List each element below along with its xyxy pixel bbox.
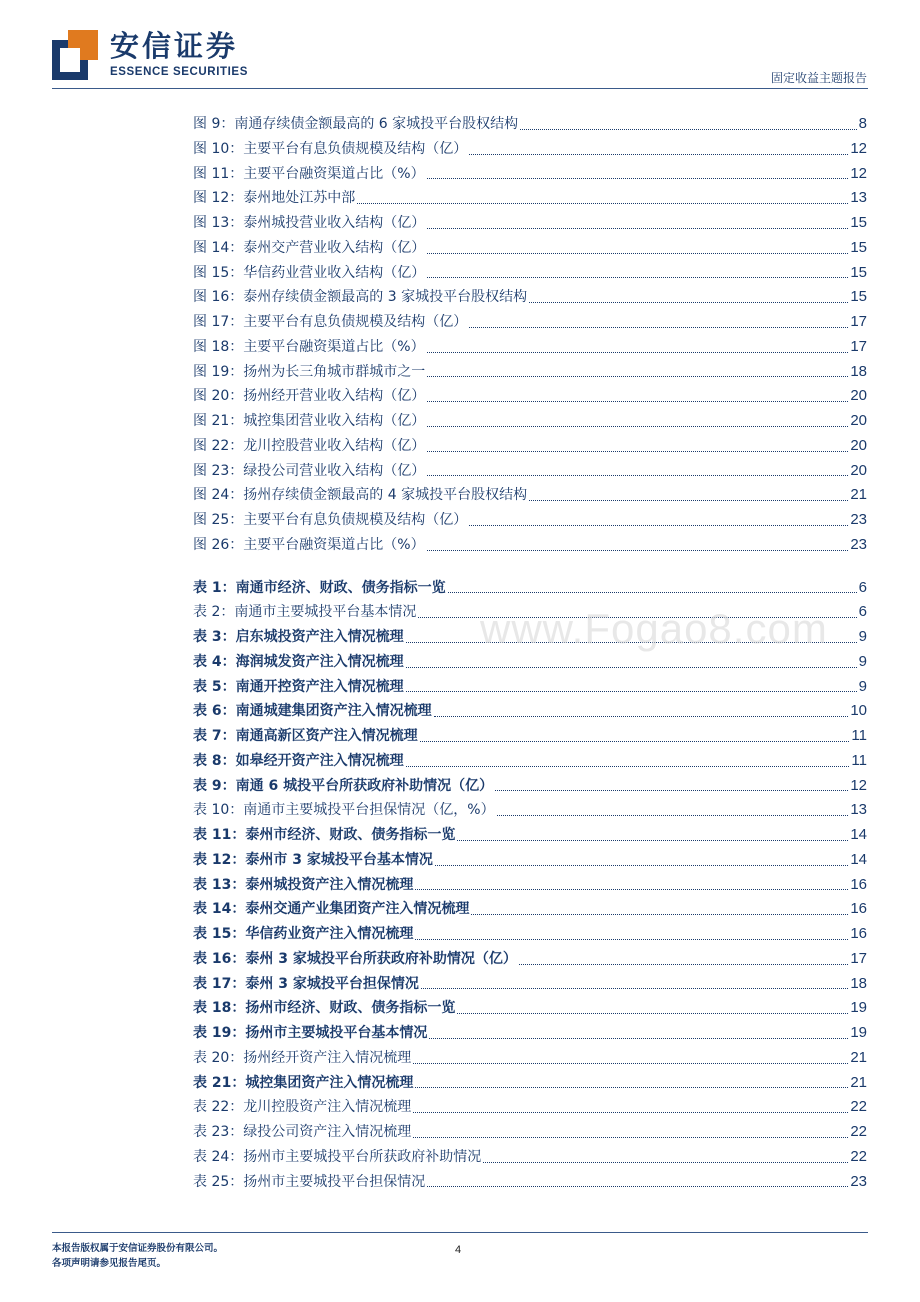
table-entry-page: 22 (850, 1098, 867, 1116)
dot-leader (413, 1137, 848, 1138)
dot-leader (427, 451, 848, 452)
table-entry-label: 表 11：泰州市经济、财政、债务指标一览 (193, 827, 456, 843)
dot-leader (520, 129, 856, 130)
table-of-contents (193, 112, 867, 1194)
figure-entry-page: 20 (850, 436, 867, 454)
table-entry-page: 6 (858, 578, 867, 596)
page-header (0, 0, 920, 92)
figure-entry-label: 图 19：扬州为长三角城市群城市之一 (193, 363, 426, 380)
figure-entry-label: 图 24：扬州存续债金额最高的 4 家城投平台股权结构 (193, 487, 528, 504)
table-entry-page: 13 (850, 801, 867, 819)
figure-entry[interactable] (193, 434, 867, 459)
table-entry-page: 11 (851, 727, 867, 744)
figure-entry-label: 图 20：扬州经开营业收入结构（亿） (193, 388, 426, 405)
figure-entry-page: 13 (850, 189, 867, 207)
list-gap (193, 558, 867, 576)
dot-leader (427, 277, 848, 278)
figure-entry-page: 18 (850, 362, 867, 380)
table-entry[interactable] (193, 1120, 867, 1145)
table-entry-page: 9 (858, 628, 867, 645)
figure-entry-label: 图 26：主要平台融资渠道占比（%） (193, 536, 425, 553)
figure-entry-page: 20 (850, 461, 867, 479)
figure-entry-page: 15 (850, 214, 867, 231)
dot-leader (495, 790, 848, 791)
brand-name-cn: 安信证券 (110, 29, 239, 63)
dot-leader (434, 716, 849, 717)
table-entry[interactable] (193, 873, 867, 898)
table-entry-page: 17 (850, 949, 867, 967)
figure-entry-page: 12 (850, 164, 867, 182)
figure-entry[interactable] (193, 285, 867, 310)
figure-entry-page: 8 (858, 115, 867, 132)
dot-leader (469, 154, 848, 155)
figure-entry-label: 图 22：龙川控股营业收入结构（亿） (193, 437, 426, 454)
table-entry-page: 16 (850, 925, 867, 942)
table-entry-label: 表 16：泰州 3 家城投平台所获政府补助情况（亿） (193, 950, 517, 967)
table-entry[interactable] (193, 848, 867, 873)
table-entry[interactable] (193, 699, 867, 724)
dot-leader (406, 691, 857, 692)
table-entry[interactable] (193, 922, 867, 947)
table-entry-label: 表 20：扬州经开资产注入情况梳理 (193, 1049, 412, 1066)
table-entry[interactable] (193, 1046, 867, 1071)
dot-leader (415, 889, 848, 890)
report-type: 固定收益主题报告 (770, 71, 867, 85)
table-entry[interactable] (193, 996, 867, 1021)
figure-entry-page: 12 (850, 139, 867, 157)
dot-leader (427, 178, 849, 179)
table-entry[interactable] (193, 650, 867, 675)
table-entry-label: 表 7：南通高新区资产注入情况梳理 (193, 728, 418, 744)
figure-entry[interactable] (193, 508, 867, 533)
figure-entry-label: 图 10：主要平台有息负债规模及结构（亿） (193, 140, 468, 157)
table-entry[interactable] (193, 1071, 867, 1096)
footer-disclaimer (52, 1241, 223, 1271)
figure-entry-label: 图 13：泰州城投营业收入结构（亿） (193, 215, 426, 231)
figure-entry-page: 20 (850, 412, 867, 429)
dot-leader (457, 1013, 848, 1014)
dot-leader (357, 203, 848, 204)
figure-entry-label: 图 12：泰州地处江苏中部 (193, 190, 356, 207)
dot-leader (415, 1087, 848, 1088)
table-entry[interactable] (193, 576, 867, 601)
table-entry[interactable] (193, 1095, 867, 1120)
figure-list (193, 112, 867, 558)
table-entry-page: 14 (850, 850, 867, 868)
figure-entry[interactable] (193, 533, 867, 558)
table-entry-page: 21 (850, 1048, 867, 1066)
table-entry[interactable] (193, 1145, 867, 1170)
figure-entry-label: 图 15：华信药业营业收入结构（亿） (193, 264, 426, 281)
dot-leader (421, 988, 848, 989)
essence-logo-icon (52, 30, 98, 80)
table-entry-label: 表 1：南通市经济、财政、债务指标一览 (193, 579, 446, 596)
figure-entry-label: 图 25：主要平台有息负债规模及结构（亿） (193, 512, 468, 528)
dot-leader (427, 475, 848, 476)
dot-leader (415, 939, 848, 940)
figure-entry[interactable] (193, 483, 867, 508)
figure-entry[interactable] (193, 459, 867, 484)
table-entry-label: 表 18：扬州市经济、财政、债务指标一览 (193, 1000, 456, 1017)
figure-entry-page: 23 (850, 535, 867, 553)
table-entry-label: 表 23：绿投公司资产注入情况梳理 (193, 1124, 412, 1140)
figure-entry-page: 20 (850, 387, 867, 405)
figure-entry-page: 17 (850, 313, 867, 330)
table-entry-label: 表 24：扬州市主要城投平台所获政府补助情况 (193, 1148, 482, 1165)
table-entry-page: 22 (850, 1123, 867, 1140)
table-entry[interactable] (193, 724, 867, 749)
table-entry-page: 22 (850, 1147, 867, 1165)
dot-leader (427, 426, 848, 427)
figure-entry[interactable] (193, 137, 867, 162)
dot-leader (427, 1186, 848, 1187)
figure-entry[interactable] (193, 409, 867, 434)
figure-entry-page: 15 (850, 238, 867, 256)
dot-leader (427, 376, 848, 377)
table-entry-label: 表 4：海润城发资产注入情况梳理 (193, 653, 404, 670)
figure-entry-page: 15 (850, 288, 867, 306)
figure-entry-label: 图 21：城控集团营业收入结构（亿） (193, 413, 426, 429)
figure-entry-page: 17 (850, 337, 867, 355)
table-entry-label: 表 12：泰州市 3 家城投平台基本情况 (193, 851, 433, 868)
table-entry-label: 表 6：南通城建集团资产注入情况梳理 (193, 703, 432, 720)
table-entry-page: 9 (858, 677, 867, 695)
dot-leader (427, 550, 849, 551)
figure-entry-label: 图 9：南通存续债金额最高的 6 家城投平台股权结构 (193, 116, 519, 132)
table-entry-page: 16 (850, 900, 867, 918)
dot-leader (457, 840, 848, 841)
table-entry-page: 10 (850, 702, 867, 720)
dot-leader (413, 1112, 848, 1113)
table-entry-label: 表 22：龙川控股资产注入情况梳理 (193, 1099, 412, 1116)
figure-entry[interactable] (193, 384, 867, 409)
table-entry-page: 23 (850, 1172, 867, 1190)
dot-leader (483, 1162, 848, 1163)
table-entry[interactable] (193, 1021, 867, 1046)
dot-leader (427, 228, 848, 229)
table-entry-page: 18 (850, 974, 867, 992)
dot-leader (469, 525, 848, 526)
figure-entry[interactable] (193, 112, 867, 137)
dot-leader (469, 327, 848, 328)
table-entry[interactable] (193, 823, 867, 848)
dot-leader (471, 914, 848, 915)
footer-divider (52, 1232, 868, 1233)
figure-entry-label: 图 23：绿投公司营业收入结构（亿） (193, 462, 426, 479)
table-entry-label: 表 5：南通开控资产注入情况梳理 (193, 678, 404, 695)
figure-entry[interactable] (193, 310, 867, 335)
figure-entry-page: 23 (850, 511, 867, 528)
dot-leader (435, 865, 848, 866)
brand-name-en: ESSENCE SECURITIES (110, 66, 248, 78)
table-entry-label: 表 8：如皋经开资产注入情况梳理 (193, 752, 404, 769)
footer-line-2: 各项声明请参见报告尾页。 (52, 1258, 167, 1269)
figure-entry-page: 15 (850, 263, 867, 281)
dot-leader (519, 964, 848, 965)
dot-leader (429, 1038, 848, 1039)
table-entry[interactable] (193, 675, 867, 700)
table-entry-label: 表 2：南通市主要城投平台基本情况 (193, 604, 417, 621)
table-entry-page: 21 (850, 1073, 867, 1091)
figure-entry[interactable] (193, 211, 867, 236)
dot-leader (529, 500, 848, 501)
table-entry-page: 6 (858, 603, 867, 621)
dot-leader (406, 667, 857, 668)
table-entry-label: 表 9：南通 6 城投平台所获政府补助情况（亿） (193, 777, 494, 794)
dot-leader (427, 401, 848, 402)
dot-leader (529, 302, 848, 303)
dot-leader (448, 592, 857, 593)
table-entry-label: 表 13：泰州城投资产注入情况梳理 (193, 876, 414, 893)
table-entry[interactable] (193, 774, 867, 799)
header-divider (52, 88, 868, 89)
table-entry-label: 表 19：扬州市主要城投平台基本情况 (193, 1025, 428, 1041)
footer-line-1: 本报告版权属于安信证券股份有限公司。 (52, 1243, 224, 1254)
figure-entry[interactable] (193, 186, 867, 211)
table-entry-label: 表 21：城控集团资产注入情况梳理 (193, 1074, 414, 1091)
table-entry[interactable] (193, 897, 867, 922)
table-entry[interactable] (193, 972, 867, 997)
figure-entry[interactable] (193, 261, 867, 286)
table-entry-label: 表 3：启东城投资产注入情况梳理 (193, 629, 404, 645)
dot-leader (497, 815, 849, 816)
table-entry-label: 表 10：南通市主要城投平台担保情况（亿，%） (193, 802, 495, 819)
table-entry-page: 16 (850, 875, 867, 893)
table-entry[interactable] (193, 798, 867, 823)
table-entry-page: 9 (858, 652, 867, 670)
figure-entry-label: 图 18：主要平台融资渠道占比（%） (193, 338, 425, 355)
figure-entry[interactable] (193, 335, 867, 360)
watermark: www.Fogao8.com (480, 605, 828, 652)
table-entry[interactable] (193, 749, 867, 774)
table-entry-label: 表 14：泰州交通产业集团资产注入情况梳理 (193, 901, 470, 918)
figure-entry-label: 图 17：主要平台有息负债规模及结构（亿） (193, 314, 468, 330)
figure-entry-page: 21 (850, 486, 867, 504)
table-entry-label: 表 15：华信药业资产注入情况梳理 (193, 926, 414, 942)
page-number: 4 (455, 1244, 462, 1256)
table-list (193, 576, 867, 1195)
dot-leader (413, 1063, 848, 1064)
table-entry[interactable] (193, 947, 867, 972)
figure-entry[interactable] (193, 162, 867, 187)
table-entry-label: 表 25：扬州市主要城投平台担保情况 (193, 1173, 426, 1190)
dot-leader (427, 352, 849, 353)
table-entry-label: 表 17：泰州 3 家城投平台担保情况 (193, 975, 419, 992)
figure-entry[interactable] (193, 360, 867, 385)
figure-entry-label: 图 16：泰州存续债金额最高的 3 家城投平台股权结构 (193, 289, 528, 306)
table-entry-page: 19 (850, 1024, 867, 1041)
figure-entry-label: 图 11：主要平台融资渠道占比（%） (193, 165, 425, 182)
dot-leader (427, 253, 848, 254)
table-entry-page: 14 (850, 826, 867, 843)
table-entry[interactable] (193, 1170, 867, 1195)
dot-leader (406, 766, 850, 767)
table-entry-page: 11 (851, 751, 867, 769)
dot-leader (420, 741, 850, 742)
figure-entry[interactable] (193, 236, 867, 261)
table-entry-page: 19 (850, 999, 867, 1017)
figure-entry-label: 图 14：泰州交产营业收入结构（亿） (193, 239, 426, 256)
table-entry-page: 12 (850, 776, 867, 794)
